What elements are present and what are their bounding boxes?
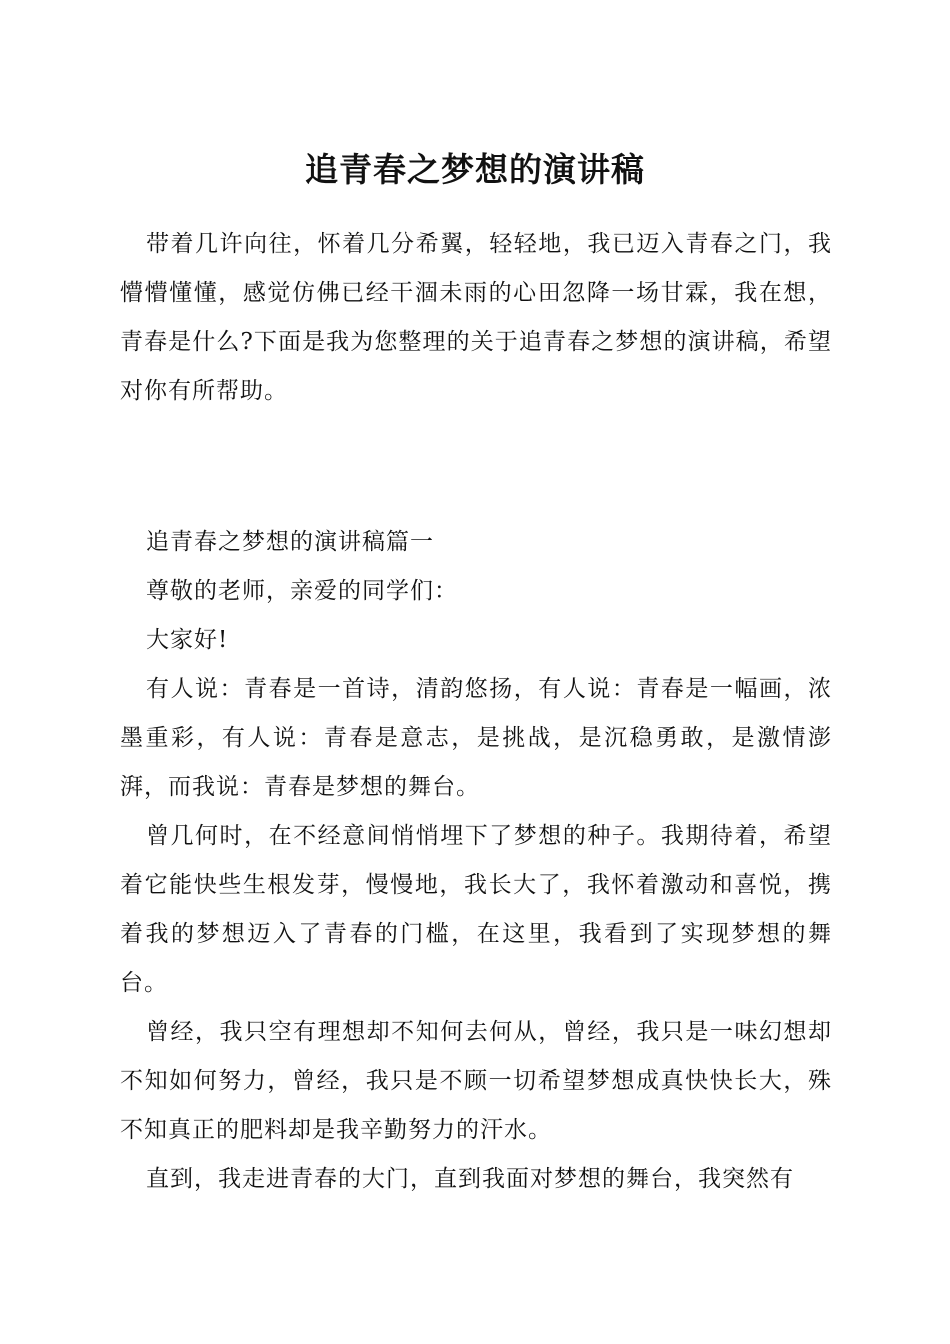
document-title: 追青春之梦想的演讲稿 — [305, 150, 645, 189]
intro-paragraph: 带着几许向往，怀着几分希翼，轻轻地，我已迈入青春之门，我懵懵懂懂，感觉仿佛已经干涸未雨的心田忽降一场甘霖，我在想，青春是什么?下面是我为您整理的关于追青春之梦想的演讲稿，希望对你有所帮助。 — [120, 231, 832, 404]
body-paragraph: 有人说：青春是一首诗，清韵悠扬，有人说：青春是一幅画，浓墨重彩，有人说：青春是意志，是挑战，是沉稳勇敢，是激情澎湃，而我说：青春是梦想的舞台。 — [120, 676, 832, 800]
body-paragraph: 直到，我走进青春的大门，直到我面对梦想的舞台，我突然有 — [146, 1166, 794, 1192]
greeting: 大家好! — [146, 627, 229, 653]
body-paragraph: 曾经，我只空有理想却不知何去何从，曾经，我只是一味幻想却不知如何努力，曾经，我只是不顾一切希望梦想成真快快长大，殊不知真正的肥料却是我辛勤努力的汗水。 — [120, 1019, 832, 1143]
body-paragraph: 曾几何时，在不经意间悄悄埋下了梦想的种子。我期待着，希望着它能快些生根发芽，慢慢地，我长大了，我怀着激动和喜悦，携着我的梦想迈入了青春的门槛，在这里，我看到了实现梦想的舞台。 — [120, 823, 832, 996]
intro-section — [120, 220, 832, 416]
salutation: 尊敬的老师，亲爱的同学们： — [146, 578, 458, 604]
speech-body — [120, 518, 832, 1204]
section-heading: 追青春之梦想的演讲稿篇一 — [146, 529, 434, 555]
